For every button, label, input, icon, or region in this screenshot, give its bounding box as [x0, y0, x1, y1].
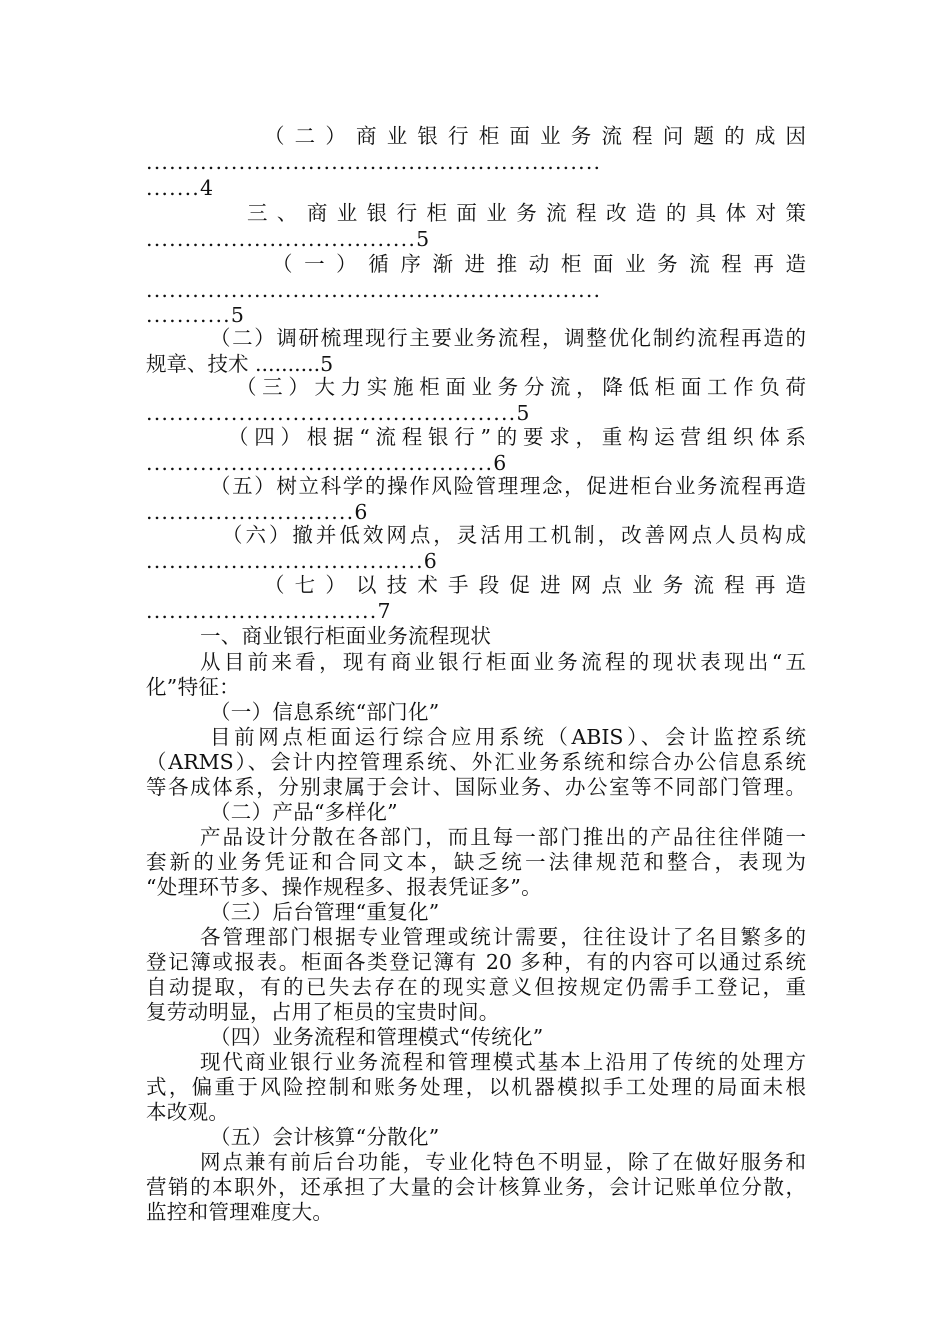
toc-entry-title: （二）商业银行柜面业务流程问题的成因	[264, 124, 806, 148]
subsection-heading: （一）信息系统“部门化”	[210, 700, 440, 724]
toc-entry-page: ...........5	[146, 303, 246, 327]
paragraph-line: 式，偏重于风险控制和账务处理，以机器模拟手工处理的局面未根	[146, 1075, 806, 1099]
paragraph-line: 监控和管理难度大。	[146, 1200, 334, 1224]
toc-entry-title: （二）调研梳理现行主要业务流程，调整优化制约流程再造的	[210, 326, 806, 350]
toc-entry-page: ................................................5	[146, 401, 531, 425]
toc-entry-title: （五）树立科学的操作风险管理理念，促进柜台业务流程再造	[210, 474, 806, 498]
toc-entry-page: 规章、技术 ..........5	[146, 352, 334, 376]
toc-entry-title: 三、商业银行柜面业务流程改造的具体对策	[247, 201, 806, 225]
paragraph-line: 自动提取，有的已失去存在的现实意义但按规定仍需手工登记，重	[146, 975, 806, 999]
paragraph-line: 等各成体系，分别隶属于会计、国际业务、办公室等不同部门管理。	[146, 775, 806, 799]
toc-entry-title: （四）根据“流程银行”的要求，重构运营组织体系	[228, 425, 806, 449]
toc-entry-dots: ...........................................................	[146, 150, 602, 174]
subsection-heading: （四）业务流程和管理模式“传统化”	[210, 1025, 544, 1049]
paragraph-line: 目前网点柜面运行综合应用系统（ABIS）、会计监控系统	[210, 725, 806, 749]
paragraph-line: 产品设计分散在各部门，而且每一部门推出的产品往往伴随一	[200, 825, 806, 849]
paragraph-line: 从目前来看，现有商业银行柜面业务流程的现状表现出“五	[200, 650, 806, 674]
toc-entry-title: （六）撤并低效网点，灵活用工机制，改善网点人员构成	[222, 523, 806, 547]
section-heading: 一、商业银行柜面业务流程现状	[200, 624, 492, 648]
paragraph-line: “处理环节多、操作规程多、报表凭证多”。	[146, 875, 542, 899]
paragraph-line: 本改观。	[146, 1100, 230, 1124]
paragraph-line: 化”特征：	[146, 675, 240, 699]
toc-entry-page: .......4	[146, 176, 215, 200]
paragraph-line: 网点兼有前后台功能，专业化特色不明显，除了在做好服务和	[200, 1150, 806, 1174]
toc-entry-page: ...................................5	[146, 227, 431, 251]
toc-entry-title: （七）以技术手段促进网点业务流程再造	[264, 573, 806, 597]
toc-entry-page: ..............................7	[146, 599, 392, 623]
subsection-heading: （五）会计核算“分散化”	[210, 1125, 440, 1149]
toc-entry-title: （三）大力实施柜面业务分流，降低柜面工作负荷	[236, 375, 806, 399]
paragraph-line: 营销的本职外，还承担了大量的会计核算业务，会计记账单位分散，	[146, 1175, 806, 1199]
paragraph-line: 套新的业务凭证和合同文本，缺乏统一法律规范和整合，表现为	[146, 850, 806, 874]
toc-entry-dots: ...........................................................	[146, 278, 602, 302]
paragraph-line: 登记簿或报表。柜面各类登记簿有 20 多种，有的内容可以通过系统	[146, 950, 806, 974]
toc-entry-page: ...........................6	[146, 500, 369, 524]
paragraph-line: 现代商业银行业务流程和管理模式基本上沿用了传统的处理方	[200, 1050, 806, 1074]
paragraph-line: 各管理部门根据专业管理或统计需要，往往设计了名目繁多的	[200, 925, 806, 949]
toc-entry-page: ....................................6	[146, 549, 439, 573]
paragraph-line: （ARMS）、会计内控管理系统、外汇业务系统和综合办公信息系统	[146, 750, 806, 774]
subsection-heading: （二）产品“多样化”	[210, 800, 398, 824]
paragraph-line: 复劳动明显，占用了柜员的宝贵时间。	[146, 1000, 500, 1024]
toc-entry-page: .............................................6	[146, 451, 508, 475]
subsection-heading: （三）后台管理“重复化”	[210, 900, 440, 924]
toc-entry-title: （一）循序渐进推动柜面业务流程再造	[272, 252, 806, 276]
